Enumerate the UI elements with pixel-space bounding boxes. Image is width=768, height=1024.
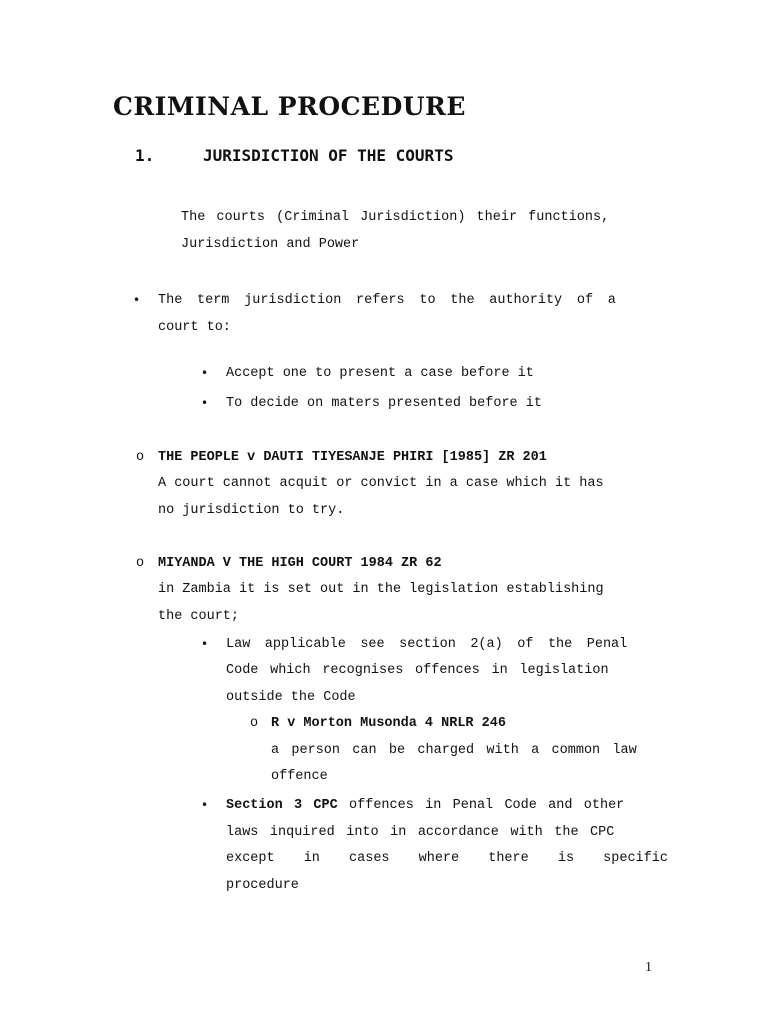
case1-line-1: A court cannot acquit or convict in a case which it has [158, 476, 604, 491]
case1-line-2: no jurisdiction to try. [158, 503, 345, 518]
case2-line-2: the court; [158, 609, 240, 624]
section-title: JURISDICTION OF THE COURTS [203, 146, 454, 165]
case1-marker: o [136, 450, 145, 465]
case2-title: MIYANDA V THE HIGH COURT 1984 ZR 62 [158, 556, 442, 571]
intro-line-1: The courts (Criminal Jurisdiction) their functions, [181, 210, 610, 225]
bullet-dot: • [201, 798, 209, 812]
document-title: CRIMINAL PROCEDURE [113, 92, 466, 121]
sec3-line-4: procedure [226, 878, 299, 893]
bullet-dot: • [201, 396, 209, 410]
case3-line-2: offence [271, 769, 328, 784]
sec3-line-2: laws inquired into in accordance with the CPC [226, 825, 615, 840]
section-number: 1. [135, 146, 155, 165]
case3-marker: o [250, 716, 259, 731]
page-number: 1 [645, 960, 652, 975]
case3-line-1: a person can be charged with a common law [271, 743, 637, 758]
bullet-dot: • [133, 293, 141, 307]
law-line-2: Code which recognises offences in legislation [226, 663, 609, 678]
sec3-line-1-rest: offences in Penal Code and other [349, 798, 625, 813]
bullet1-line-1: The term jurisdiction refers to the authority of a [158, 293, 616, 308]
case2-marker: o [136, 556, 145, 571]
intro-line-2: Jurisdiction and Power [181, 237, 360, 252]
bullet1-line-2: court to: [158, 320, 231, 335]
bullet-dot: • [201, 637, 209, 651]
sub-bullet-2: To decide on maters presented before it [226, 396, 542, 411]
bullet-dot: • [201, 366, 209, 380]
case1-title: THE PEOPLE v DAUTI TIYESANJE PHIRI [1985] ZR 201 [158, 450, 547, 465]
section-heading [135, 146, 453, 165]
sec3-line-3: except in cases where there is specific [226, 851, 668, 866]
case2-line-1: in Zambia it is set out in the legislation establishing [158, 582, 604, 597]
law-line-1: Law applicable see section 2(a) of the Penal [226, 637, 628, 652]
law-line-3: outside the Code [226, 690, 356, 705]
case3-title: R v Morton Musonda 4 NRLR 246 [271, 716, 506, 731]
sec3-line-1 [226, 798, 624, 813]
sub-bullet-1: Accept one to present a case before it [226, 366, 534, 381]
sec3-bold-label: Section 3 CPC [226, 798, 338, 813]
intro-paragraph-line [181, 210, 655, 225]
